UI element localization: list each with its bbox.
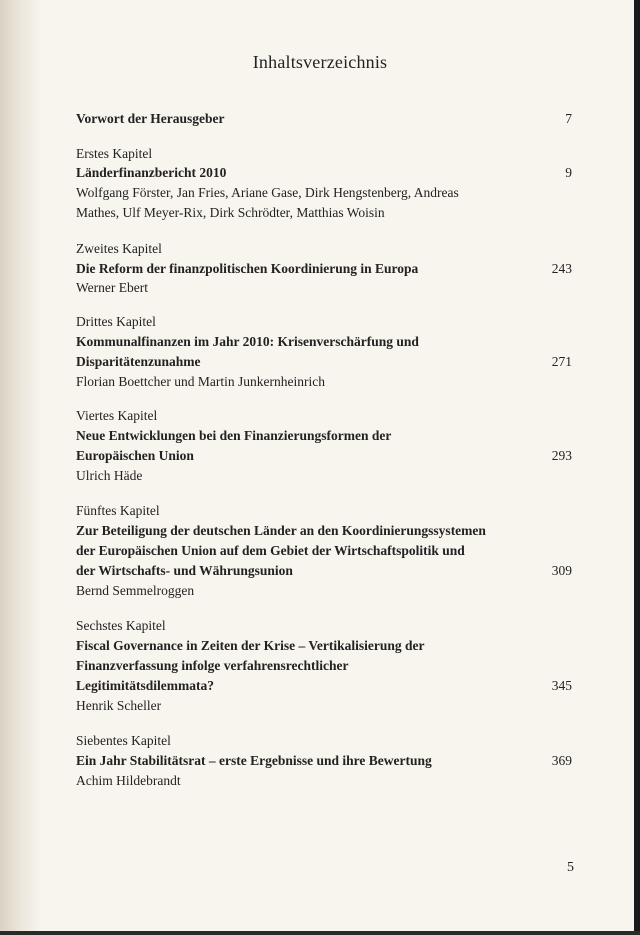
chapter-label: Erstes Kapitel: [76, 146, 153, 161]
page-gutter-shadow: [0, 0, 42, 935]
chapter-title-line: Kommunalfinanzen im Jahr 2010: Krisenverschärfung und: [76, 334, 419, 349]
chapter-label: Viertes Kapitel: [76, 408, 158, 423]
chapter-page-number: 345: [551, 678, 572, 693]
chapter-authors-line: Wolfgang Förster, Jan Fries, Ariane Gase, Dirk Hengstenberg, Andreas: [76, 185, 459, 200]
chapter-label: Sechstes Kapitel: [76, 618, 166, 633]
chapter-page-number: 243: [551, 261, 572, 276]
foreword-page-number: 7: [565, 111, 572, 126]
chapter-title-line: Zur Beteiligung der deutschen Länder an den Koordinierungssystemen: [76, 523, 486, 538]
chapter-page-number: 271: [551, 354, 572, 369]
chapter-title-line: Die Reform der finanzpolitischen Koordinierung in Europa: [76, 261, 419, 276]
chapter-title-line: Disparitätenzunahme: [76, 354, 201, 369]
chapter-label: Drittes Kapitel: [76, 314, 156, 329]
chapter-authors-line: Werner Ebert: [76, 280, 148, 295]
chapter-title-line: Legitimitätsdilemmata?: [76, 678, 214, 693]
scan-edge-bottom: [0, 931, 640, 935]
chapter-authors-line: Florian Boettcher und Martin Junkernheinrich: [76, 374, 325, 389]
chapter-authors-line: Bernd Semmelroggen: [76, 583, 195, 598]
chapter-label: Fünftes Kapitel: [76, 503, 160, 518]
chapter-authors-line: Henrik Scheller: [76, 698, 162, 713]
foreword-title: Vorwort der Herausgeber: [76, 111, 225, 126]
chapter-authors-line: Ulrich Häde: [76, 468, 143, 483]
chapter-title-line: Fiscal Governance in Zeiten der Krise – Vertikalisierung der: [76, 638, 425, 653]
chapter-page-number: 9: [565, 165, 572, 180]
chapter-authors-line: Mathes, Ulf Meyer-Rix, Dirk Schrödter, Matthias Woisin: [76, 205, 385, 220]
chapter-page-number: 309: [551, 563, 572, 578]
chapter-page-number: 293: [551, 448, 572, 463]
chapter-title-line: Ein Jahr Stabilitätsrat – erste Ergebnisse und ihre Bewertung: [76, 753, 432, 768]
chapter-label: Siebentes Kapitel: [76, 733, 171, 748]
chapter-label: Zweites Kapitel: [76, 241, 162, 256]
chapter-page-number: 369: [551, 753, 572, 768]
scan-edge-right: [634, 0, 640, 935]
chapter-title-line: Länderfinanzbericht 2010: [76, 165, 227, 180]
chapter-authors-line: Achim Hildebrandt: [76, 773, 181, 788]
page-folio-number: 5: [567, 860, 574, 875]
chapter-title-line: Finanzverfassung infolge verfahrensrechtlicher: [76, 658, 349, 673]
page-title: Inhaltsverzeichnis: [252, 52, 388, 72]
chapter-title-line: Europäischen Union: [76, 448, 194, 463]
chapter-title-line: Neue Entwicklungen bei den Finanzierungsformen der: [76, 428, 392, 443]
chapter-title-line: der Wirtschafts- und Währungsunion: [76, 563, 293, 578]
chapter-title-line: der Europäischen Union auf dem Gebiet der Wirtschaftspolitik und: [76, 543, 465, 558]
